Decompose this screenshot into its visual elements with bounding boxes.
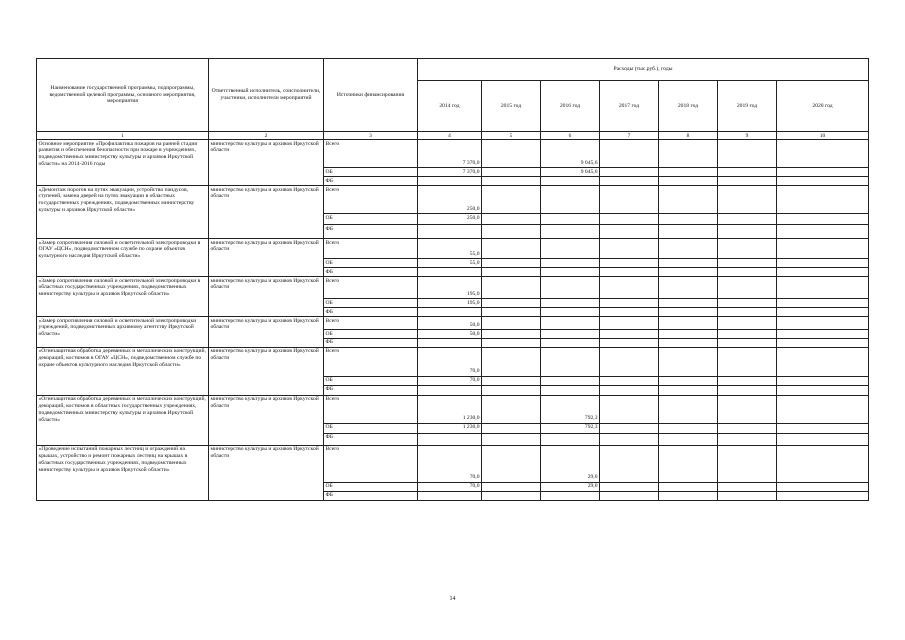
event-executor: министерство культуры и архивов Иркутской области — [209, 186, 324, 239]
source-fb: ФБ — [324, 268, 418, 277]
value-2016: 29,0 — [541, 445, 600, 482]
column-number: 5 — [482, 132, 541, 140]
value-2016 — [541, 299, 600, 308]
source-total: Всего — [324, 277, 418, 299]
header-expenses: Расходы (тыс.руб.), годы — [418, 59, 869, 81]
value-2016: 9 045,6 — [541, 140, 600, 168]
source-ob: ОБ — [324, 376, 418, 385]
header-year: 2018 год — [659, 81, 718, 132]
column-number: 2 — [209, 132, 324, 140]
value-2014: 195,0 — [418, 277, 482, 299]
event-name: «Огнезащитная обработка деревянных и металлических конструкций, декораций, костюмов в ОГАУ «ЦСН», подведомственном службе по охране объектов культурного наследия Иркутской области» — [37, 347, 209, 395]
value-2014: 55,0 — [418, 239, 482, 259]
value-2014: 50,0 — [418, 317, 482, 330]
source-fb: ФБ — [324, 338, 418, 347]
header-source: Источники финансирования — [324, 59, 418, 132]
value-2016: 792,3 — [541, 423, 600, 433]
column-number: 8 — [659, 132, 718, 140]
source-fb: ФБ — [324, 491, 418, 500]
header-name: Наименование государственной программы, подпрограммы, ведомственной целевой программы, основного мероприятия, мероприятия — [37, 59, 209, 132]
value-2016: 9 045,6 — [541, 168, 600, 177]
table-row — [37, 395, 869, 423]
table-row — [37, 277, 869, 299]
table-row — [37, 140, 869, 168]
event-executor: министерство культуры и архивов Иркутской области — [209, 277, 324, 317]
column-number: 3 — [324, 132, 418, 140]
value-2016 — [541, 259, 600, 268]
table-row — [37, 239, 869, 259]
header-year: 2016 год — [541, 81, 600, 132]
column-numbers-row — [37, 132, 869, 140]
value-2014: 55,0 — [418, 259, 482, 268]
table-row — [37, 347, 869, 376]
event-name: «Замер сопротивления силовой и осветительной электропроводки в ОГАУ «ЦСН», подведомственном службе по охране объектов культурного наследия Иркутской области» — [37, 239, 209, 277]
event-executor: министерство культуры и архивов Иркутской области — [209, 347, 324, 395]
source-ob: ОБ — [324, 330, 418, 339]
value-2016 — [541, 330, 600, 339]
value-2016: 792,3 — [541, 395, 600, 423]
value-2016 — [541, 239, 600, 259]
header-executor: Ответственный исполнитель, соисполнители, участники, исполнители мероприятий — [209, 59, 324, 132]
event-executor: министерство культуры и архивов Иркутской области — [209, 239, 324, 277]
column-number: 10 — [777, 132, 869, 140]
event-name: «Проведение испытаний пожарных лестниц и ограждений на крышах, устройство и ремонт пожарных лестниц на крышах в областных государственных учреждениях, подведомственных министерству культуры и архивов Иркутской области» — [37, 445, 209, 500]
column-number: 1 — [37, 132, 209, 140]
value-2016 — [541, 186, 600, 214]
value-2016 — [541, 317, 600, 330]
source-fb: ФБ — [324, 385, 418, 395]
expenses-table — [36, 58, 869, 501]
column-number: 4 — [418, 132, 482, 140]
source-ob: ОБ — [324, 423, 418, 433]
source-total: Всего — [324, 186, 418, 214]
value-2014: 250,0 — [418, 186, 482, 214]
source-fb: ФБ — [324, 308, 418, 317]
event-executor: министерство культуры и архивов Иркутской области — [209, 317, 324, 348]
source-fb: ФБ — [324, 177, 418, 186]
event-executor: министерство культуры и архивов Иркутской области — [209, 445, 324, 500]
source-ob: ОБ — [324, 482, 418, 491]
value-2014: 1 230,0 — [418, 395, 482, 423]
value-2014: 50,0 — [418, 330, 482, 339]
header-year: 2019 год — [718, 81, 777, 132]
header-year: 2020 год — [777, 81, 869, 132]
table-row — [37, 445, 869, 482]
event-executor: министерство культуры и архивов Иркутской области — [209, 395, 324, 445]
column-number: 7 — [600, 132, 659, 140]
header-year: 2014 год — [418, 81, 482, 132]
source-fb: ФБ — [324, 433, 418, 445]
source-ob: ОБ — [324, 168, 418, 177]
value-2014: 195,0 — [418, 299, 482, 308]
event-name: «Огнезащитная обработка деревянных и металлических конструкций, декораций, костюмов в областных государственных учреждениях, подведомственных министерству культуры и архивов Иркутской области» — [37, 395, 209, 445]
event-name: «Демонтаж порогов на путях эвакуации, устройство пандусов, ступеней, замена дверей на путях эвакуации в областных государственных учреждениях, подведомственных министерству культуры и архивов Иркутской области» — [37, 186, 209, 239]
source-total: Всего — [324, 140, 418, 168]
value-2014: 1 230,0 — [418, 423, 482, 433]
value-2016 — [541, 277, 600, 299]
value-2016 — [541, 347, 600, 376]
source-ob: ОБ — [324, 259, 418, 268]
header-year: 2015 год — [482, 81, 541, 132]
header-year: 2017 год — [600, 81, 659, 132]
source-total: Всего — [324, 445, 418, 482]
value-2014: 70,0 — [418, 376, 482, 385]
value-2016 — [541, 214, 600, 225]
value-2014: 70,0 — [418, 482, 482, 491]
value-2014: 7 370,0 — [418, 140, 482, 168]
value-2016 — [541, 376, 600, 385]
source-total: Всего — [324, 239, 418, 259]
table-row — [37, 186, 869, 214]
source-total: Всего — [324, 395, 418, 423]
source-ob: ОБ — [324, 299, 418, 308]
source-total: Всего — [324, 347, 418, 376]
value-2014: 70,0 — [418, 445, 482, 482]
value-2014: 7 370,0 — [418, 168, 482, 177]
event-executor: министерство культуры и архивов Иркутской области — [209, 140, 324, 186]
event-name: «Замер сопротивления силовой и осветительной электропроводки в областных государственных учреждениях, подведомственных министерству культуры и архивов Иркутской области» — [37, 277, 209, 317]
value-2016: 29,0 — [541, 482, 600, 491]
table-row — [37, 317, 869, 330]
source-ob: ОБ — [324, 214, 418, 225]
page-number: 14 — [449, 596, 456, 602]
column-number: 9 — [718, 132, 777, 140]
event-name: Основное мероприятие «Профилактика пожаров на ранней стадии развития и обеспечения безопасности при пожаре в учреждениях, подведомственных министерству культуры и архивов Иркутской области» на 2014-2016 годы — [37, 140, 209, 186]
value-2014: 250,0 — [418, 214, 482, 225]
source-fb: ФБ — [324, 225, 418, 239]
event-name: «Замер сопротивления силовой и осветительной электропроводки учреждений, подведомственных архивному агентству Иркутской области» — [37, 317, 209, 348]
value-2014: 70,0 — [418, 347, 482, 376]
source-total: Всего — [324, 317, 418, 330]
column-number: 6 — [541, 132, 600, 140]
